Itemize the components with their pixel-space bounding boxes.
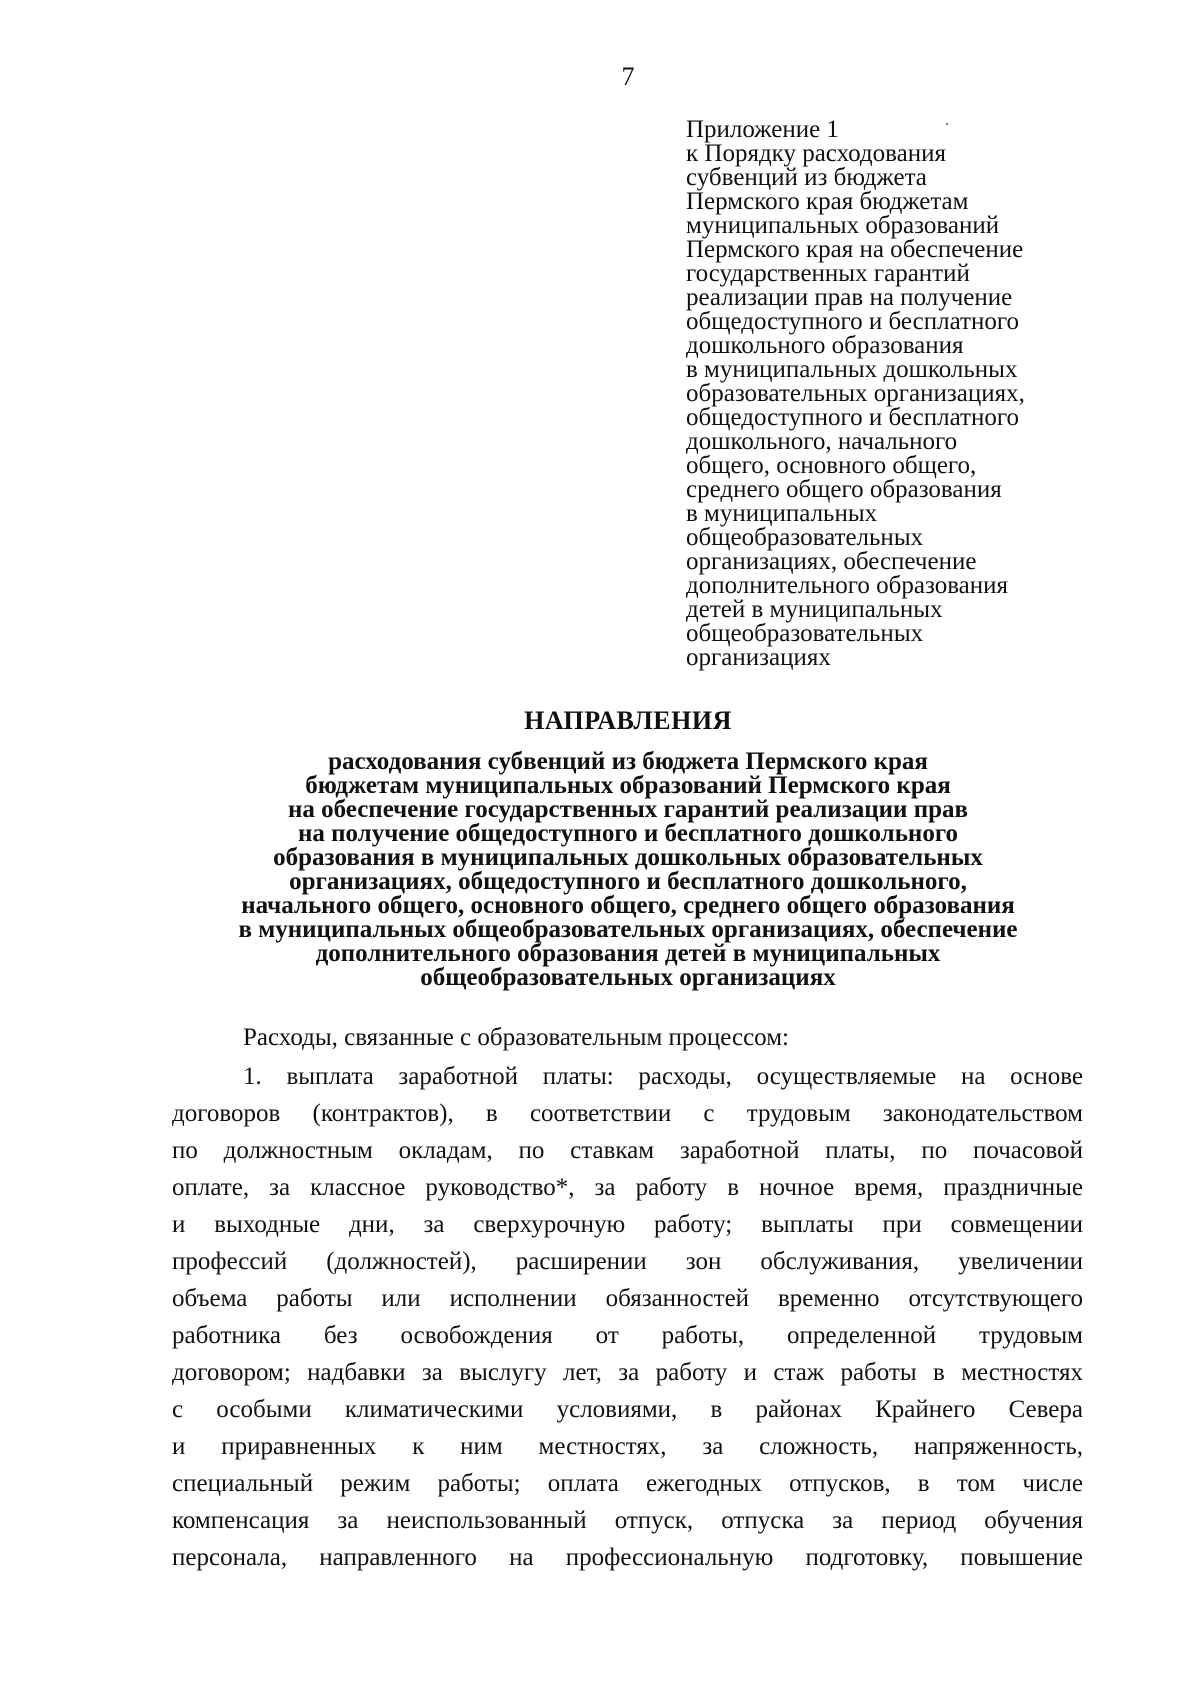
appendix-line: реализации прав на получение <box>686 284 1013 311</box>
paragraph-line: специальный режим работы; оплата ежегодных отпусков, в том числе <box>172 1470 1083 1497</box>
paragraph-line: профессий (должностей), расширении зон обслуживания, увеличении <box>172 1248 1083 1275</box>
intro-text: Расходы, связанные с образовательным процессом: <box>243 1024 789 1051</box>
subtitle-line: на обеспечение государственных гарантий реализации прав <box>287 796 969 823</box>
appendix-line: общеобразовательных <box>686 620 924 647</box>
subtitle-line: организациях, общедоступного и бесплатного дошкольного, <box>289 868 967 895</box>
appendix-line: общедоступного и бесплатного <box>686 404 1019 431</box>
subtitle-line: на получение общедоступного и бесплатного дошкольного <box>297 820 959 847</box>
appendix-line: дошкольного образования <box>686 332 964 359</box>
subtitle-line: дополнительного образования детей в муниципальных <box>315 940 941 967</box>
appendix-line: детей в муниципальных <box>686 596 943 623</box>
appendix-line: Пермского края бюджетам <box>686 188 969 215</box>
subtitle-line: расходования субвенций из бюджета Пермского края <box>328 748 928 775</box>
appendix-line: организациях, обеспечение <box>686 548 977 575</box>
body-paragraph <box>172 1058 1083 1576</box>
subtitle-line: образования в муниципальных дошкольных образовательных <box>273 844 983 871</box>
subtitle-line: в муниципальных общеобразовательных организациях, обеспечение <box>238 916 1018 943</box>
paragraph-line: и выходные дни, за сверхурочную работу; выплаты при совмещении <box>172 1211 1083 1238</box>
scan-speck <box>946 123 948 125</box>
subtitle-line: бюджетам муниципальных образований Пермского края <box>305 772 951 799</box>
appendix-line: дополнительного образования <box>686 572 1009 599</box>
appendix-line: Приложение 1 <box>686 116 839 143</box>
appendix-line: в муниципальных дошкольных <box>686 356 1018 383</box>
appendix-line: среднего общего образования <box>686 476 1002 503</box>
appendix-line: общеобразовательных <box>686 524 924 551</box>
appendix-line: общедоступного и бесплатного <box>686 308 1019 335</box>
paragraph-line: договоров (контрактов), в соответствии с трудовым законодательством <box>172 1100 1083 1127</box>
appendix-line: общего, основного общего, <box>686 452 977 479</box>
document-title: НАПРАВЛЕНИЯ <box>524 706 732 735</box>
paragraph-line: оплате, за классное руководство*, за работу в ночное время, праздничные <box>172 1174 1083 1201</box>
appendix-line: субвенций из бюджета <box>686 164 927 191</box>
paragraph-line: персонала, направленного на профессиональную подготовку, повышение <box>172 1544 1083 1571</box>
appendix-line: муниципальных образований <box>686 212 1000 239</box>
paragraph-line: объема работы или исполнении обязанностей временно отсутствующего <box>172 1285 1083 1312</box>
paragraph-line: и приравненных к ним местностях, за сложность, напряженность, <box>172 1433 1083 1460</box>
appendix-line: организациях <box>686 644 831 671</box>
appendix-line: дошкольного, начального <box>686 428 958 455</box>
appendix-line: в муниципальных <box>686 500 878 527</box>
paragraph-line: работника без освобождения от работы, определенной трудовым <box>172 1322 1083 1349</box>
subtitle-line: общеобразовательных организациях <box>420 964 836 991</box>
appendix-line: к Порядку расходования <box>686 140 946 167</box>
subtitle-line: начального общего, основного общего, среднего общего образования <box>241 892 1015 919</box>
appendix-reference <box>686 118 1126 670</box>
appendix-line: государственных гарантий <box>686 260 970 287</box>
paragraph-line: с особыми климатическими условиями, в районах Крайнего Севера <box>172 1396 1083 1423</box>
appendix-line: образовательных организациях, <box>686 380 1025 407</box>
page-number: 7 <box>621 62 635 91</box>
paragraph-line: 1. выплата заработной платы: расходы, осуществляемые на основе <box>243 1063 1083 1090</box>
document-subtitle <box>0 750 1200 990</box>
paragraph-line: договором; надбавки за выслугу лет, за работу и стаж работы в местностях <box>172 1359 1083 1386</box>
paragraph-line: компенсация за неиспользованный отпуск, отпуска за период обучения <box>172 1507 1083 1534</box>
paragraph-line: по должностным окладам, по ставкам заработной платы, по почасовой <box>172 1137 1083 1164</box>
appendix-line: Пермского края на обеспечение <box>686 236 1024 263</box>
